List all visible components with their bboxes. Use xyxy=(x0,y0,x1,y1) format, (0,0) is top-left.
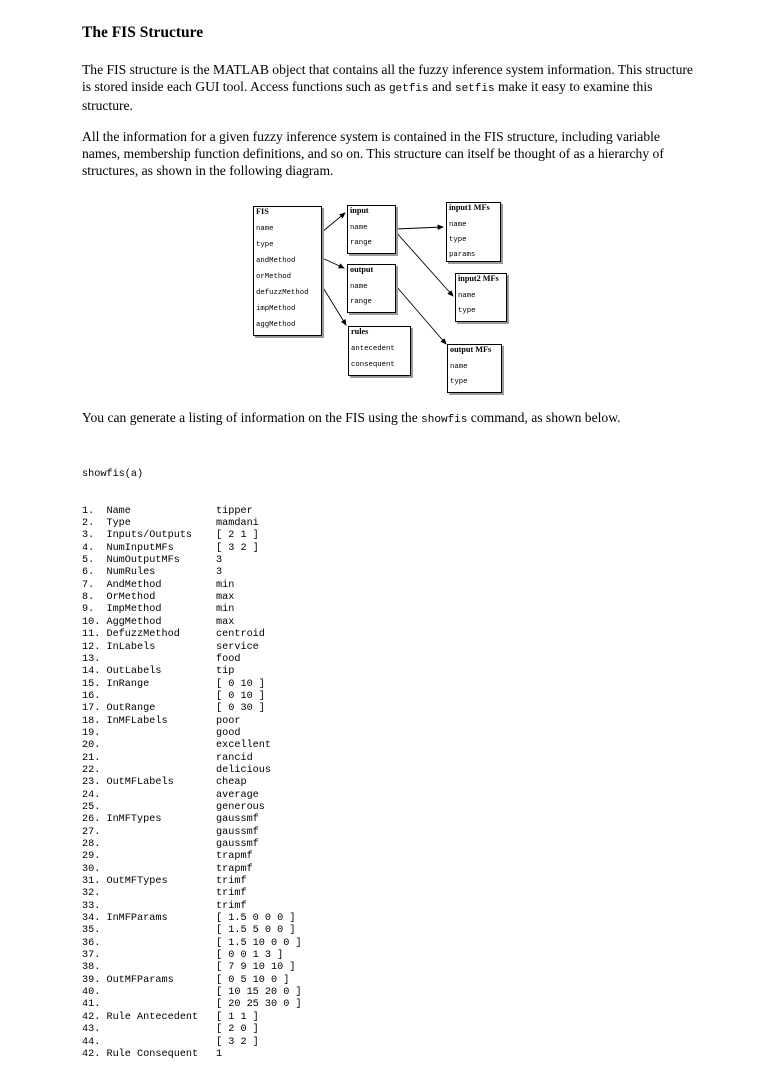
listing-field-label: 44. xyxy=(82,1036,101,1048)
fis-box-title: FIS xyxy=(256,207,269,216)
listing-field-value: [ 1.5 10 0 0 ] xyxy=(216,937,302,949)
intro-text-b: and xyxy=(428,78,455,94)
listing-field-value: trimf xyxy=(216,900,247,912)
listing-field-label: 11. DefuzzMethod xyxy=(82,629,180,641)
listing-field-value: [ 3 2 ] xyxy=(216,1036,259,1048)
listing-row xyxy=(82,790,302,802)
listing-row xyxy=(82,654,302,666)
listing-row xyxy=(82,740,302,752)
listing-row xyxy=(82,1037,302,1049)
output-mfs-field: name xyxy=(450,363,468,371)
listing-command: showfis(a) xyxy=(82,468,144,480)
listing-field-label: 27. xyxy=(82,826,101,838)
fis-field: name xyxy=(256,225,274,233)
listing-row xyxy=(82,777,302,789)
fis-box xyxy=(253,206,322,336)
listing-field-value: max xyxy=(216,616,235,628)
listing-row xyxy=(82,642,302,654)
listing-field-value: [ 0 10 ] xyxy=(216,690,265,702)
listing-row xyxy=(82,901,302,913)
section-title: The FIS Structure xyxy=(82,24,204,41)
listing-row xyxy=(82,518,302,530)
fis-field: defuzzMethod xyxy=(256,289,309,297)
listing-field-value: excellent xyxy=(216,740,272,752)
listing-field-label: 18. InMFLabels xyxy=(82,715,168,727)
listing-field-label: 37. xyxy=(82,950,101,962)
arrow-fis-input xyxy=(322,213,345,232)
rules-box-title: rules xyxy=(351,327,369,336)
listing-field-label: 42. Rule Consequent xyxy=(82,1048,199,1060)
listing-field-value: [ 0 5 10 0 ] xyxy=(216,974,290,986)
listing-field-label: 32. xyxy=(82,888,101,900)
input2-mfs-field: name xyxy=(458,292,476,300)
hierarchy-paragraph: All the information for a given fuzzy inference system is contained in the FIS structure, including variable names, membership function definitions, and so on. This structure can itself be thought of as a hierarchy of structures, as shown in the following diagram. xyxy=(82,129,664,178)
rules-field: consequent xyxy=(351,361,395,369)
listing-row xyxy=(82,543,302,555)
listing-row xyxy=(82,802,302,814)
listing-field-label: 17. OutRange xyxy=(82,703,156,715)
listing-row xyxy=(82,617,302,629)
listing-rows xyxy=(82,506,302,1061)
input1-mfs-field: params xyxy=(449,251,476,259)
fis-structure-diagram xyxy=(252,198,512,386)
showfis-listing xyxy=(82,444,302,1074)
listing-row xyxy=(82,938,302,950)
listing-row xyxy=(82,604,302,616)
listing-field-label: 26. InMFTypes xyxy=(82,814,162,826)
listing-row xyxy=(82,716,302,728)
listing-row xyxy=(82,913,302,925)
input2-mfs-box xyxy=(455,273,507,322)
rules-field: antecedent xyxy=(351,345,395,353)
listing-row xyxy=(82,814,302,826)
listing-field-label: 7. AndMethod xyxy=(82,579,162,591)
listing-field-value: trapmf xyxy=(216,851,253,863)
listing-field-label: 31. OutMFTypes xyxy=(82,876,168,888)
listing-row xyxy=(82,876,302,888)
listing-row xyxy=(82,839,302,851)
listing-field-value: [ 1 1 ] xyxy=(216,1011,259,1023)
listing-field-value: 1 xyxy=(216,1048,223,1060)
listing-row xyxy=(82,703,302,715)
listing-field-value: service xyxy=(216,641,259,653)
input-field: name xyxy=(350,224,368,232)
listing-row xyxy=(82,827,302,839)
output-mfs-box xyxy=(447,344,502,393)
listing-field-label: 40. xyxy=(82,987,101,999)
intro-paragraph xyxy=(82,62,697,114)
listing-field-label: 36. xyxy=(82,937,101,949)
listing-row xyxy=(82,864,302,876)
listing-field-label: 43. xyxy=(82,1024,101,1036)
listing-field-label: 14. OutLabels xyxy=(82,666,162,678)
listing-field-label: 2. Type xyxy=(82,518,131,530)
listing-field-value: rancid xyxy=(216,752,253,764)
listing-row xyxy=(82,592,302,604)
listing-field-value: tipper xyxy=(216,505,253,517)
listing-field-value: centroid xyxy=(216,629,265,641)
listing-field-label: 33. xyxy=(82,900,101,912)
listing-field-label: 29. xyxy=(82,851,101,863)
listing-field-label: 5. NumOutputMFs xyxy=(82,555,180,567)
listing-field-value: gaussmf xyxy=(216,839,259,850)
listing-row xyxy=(82,1024,302,1036)
listing-field-label: 3. Inputs/Outputs xyxy=(82,530,193,542)
input1-mfs-field: type xyxy=(449,236,467,244)
fis-field: aggMethod xyxy=(256,321,296,329)
listing-field-value: generous xyxy=(216,801,265,813)
listing-field-value: trapmf xyxy=(216,863,253,875)
listing-row xyxy=(82,580,302,592)
intro-text-c: make it easy to examine this structure. xyxy=(82,78,653,113)
listing-field-label: 23. OutMFLabels xyxy=(82,777,174,789)
listing-field-value: [ 1.5 5 0 0 ] xyxy=(216,925,296,937)
arrow-input-input2mfs xyxy=(395,231,453,296)
listing-field-value: gaussmf xyxy=(216,826,259,838)
listing-field-value: [ 20 25 30 0 ] xyxy=(216,999,302,1011)
output-field: name xyxy=(350,283,368,291)
setfis-code: setfis xyxy=(454,82,495,95)
listing-row xyxy=(82,987,302,999)
listing-field-label: 22. xyxy=(82,764,101,776)
listing-field-value: [ 10 15 20 0 ] xyxy=(216,987,302,999)
listing-field-label: 21. xyxy=(82,752,101,764)
showfis-text-a: You can generate a listing of information on the FIS using the xyxy=(82,410,422,425)
listing-field-label: 15. InRange xyxy=(82,678,150,690)
fis-field: orMethod xyxy=(256,273,292,281)
listing-row xyxy=(82,765,302,777)
input1-mfs-title: input1 MFs xyxy=(449,203,490,212)
listing-field-value: min xyxy=(216,604,235,616)
output-box xyxy=(347,264,396,313)
listing-field-label: 30. xyxy=(82,863,101,875)
listing-row xyxy=(82,555,302,567)
input-box-title: input xyxy=(350,206,369,215)
listing-field-value: poor xyxy=(216,715,241,727)
rules-box xyxy=(348,326,411,376)
listing-row xyxy=(82,530,302,542)
listing-row xyxy=(82,567,302,579)
listing-field-value: good xyxy=(216,727,241,739)
listing-field-label: 4. NumInputMFs xyxy=(82,542,174,554)
listing-field-value: [ 1.5 0 0 0 ] xyxy=(216,913,296,925)
output-mfs-title: output MFs xyxy=(450,345,492,354)
listing-field-value: trimf xyxy=(216,888,247,900)
listing-row xyxy=(82,506,302,518)
listing-field-label: 1. Name xyxy=(82,505,131,517)
output-field: range xyxy=(350,298,372,306)
listing-field-label: 10. AggMethod xyxy=(82,616,162,628)
input2-mfs-title: input2 MFs xyxy=(458,274,499,283)
showfis-text-b: command, as shown below. xyxy=(467,410,621,425)
listing-field-value: food xyxy=(216,653,241,665)
listing-row xyxy=(82,888,302,900)
intro-text-a: The FIS structure is the MATLAB object that contains all the fuzzy inference system information. This structure is stored inside each GUI tool. Access functions such as xyxy=(82,62,693,94)
listing-field-value: cheap xyxy=(216,777,247,789)
listing-field-value: max xyxy=(216,592,235,604)
listing-field-label: 19. xyxy=(82,727,101,739)
listing-field-value: delicious xyxy=(216,764,272,776)
arrow-fis-output xyxy=(322,258,344,268)
listing-field-value: [ 7 9 10 10 ] xyxy=(216,962,296,974)
fis-field: andMethod xyxy=(256,257,296,265)
listing-field-label: 25. xyxy=(82,801,101,813)
listing-row xyxy=(82,1012,302,1024)
listing-field-value: min xyxy=(216,579,235,591)
listing-field-label: 8. OrMethod xyxy=(82,592,156,604)
fis-field: impMethod xyxy=(256,305,296,313)
listing-row xyxy=(82,753,302,765)
fis-field: type xyxy=(256,241,274,249)
listing-field-value: [ 0 0 1 3 ] xyxy=(216,950,284,962)
listing-field-value: mamdani xyxy=(216,518,259,530)
listing-row xyxy=(82,728,302,740)
listing-field-label: 16. xyxy=(82,690,101,702)
listing-field-label: 38. xyxy=(82,962,101,974)
listing-row xyxy=(82,851,302,863)
listing-field-value: gaussmf xyxy=(216,814,259,826)
input-box xyxy=(347,205,396,254)
listing-field-label: 20. xyxy=(82,740,101,752)
output-box-title: output xyxy=(350,265,374,274)
listing-field-value: tip xyxy=(216,666,235,678)
listing-field-label: 39. OutMFParams xyxy=(82,974,174,986)
listing-field-value: [ 3 2 ] xyxy=(216,542,259,554)
output-mfs-field: type xyxy=(450,378,468,386)
listing-field-label: 42. Rule Antecedent xyxy=(82,1011,199,1023)
listing-row xyxy=(82,925,302,937)
listing-field-label: 12. InLabels xyxy=(82,641,156,653)
listing-row xyxy=(82,691,302,703)
listing-field-label: 6. NumRules xyxy=(82,567,156,579)
listing-row xyxy=(82,962,302,974)
listing-field-label: 13. xyxy=(82,653,101,665)
listing-field-value: 3 xyxy=(216,567,223,579)
showfis-code: showfis xyxy=(421,414,468,426)
listing-field-label: 24. xyxy=(82,789,101,801)
input2-mfs-field: type xyxy=(458,307,476,315)
listing-field-value: trimf xyxy=(216,876,247,888)
listing-field-label: 35. xyxy=(82,925,101,937)
listing-field-label: 28. xyxy=(82,839,101,850)
listing-row xyxy=(82,629,302,641)
listing-row xyxy=(82,950,302,962)
listing-field-value: [ 2 0 ] xyxy=(216,1024,259,1036)
listing-row xyxy=(82,666,302,678)
arrow-input-input1mfs xyxy=(395,227,443,229)
listing-row xyxy=(82,679,302,691)
input-field: range xyxy=(350,239,372,247)
input1-mfs-field: name xyxy=(449,221,467,229)
listing-row xyxy=(82,1049,302,1061)
listing-field-value: [ 0 10 ] xyxy=(216,678,265,690)
listing-field-label: 34. InMFParams xyxy=(82,913,168,925)
listing-field-label: 9. ImpMethod xyxy=(82,604,162,616)
input1-mfs-box xyxy=(446,202,501,262)
getfis-code: getfis xyxy=(388,82,429,95)
listing-field-value: [ 0 30 ] xyxy=(216,703,265,715)
listing-field-value: average xyxy=(216,789,259,801)
showfis-paragraph xyxy=(82,410,697,429)
listing-row xyxy=(82,975,302,987)
listing-field-label: 41. xyxy=(82,999,101,1011)
listing-row xyxy=(82,999,302,1011)
listing-field-value: 3 xyxy=(216,555,223,567)
listing-field-value: [ 2 1 ] xyxy=(216,530,259,542)
arrow-fis-rules xyxy=(322,286,346,325)
